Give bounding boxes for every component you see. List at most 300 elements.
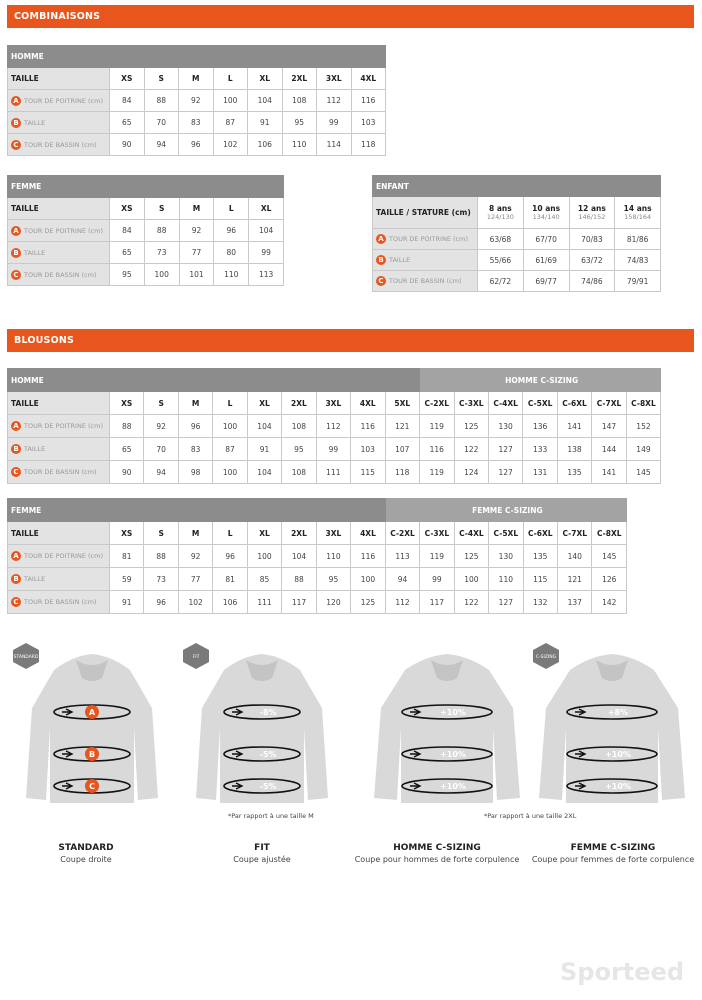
blouson-femme-table xyxy=(7,498,627,614)
table-cell: 144 xyxy=(592,438,626,461)
table-cell: 149 xyxy=(626,438,661,461)
measure-badge-icon: A xyxy=(376,234,386,244)
table-cell: 95 xyxy=(282,438,316,461)
size-label: TAILLE / STATURE (cm) xyxy=(373,197,478,229)
size-header: C-2XL xyxy=(420,392,454,415)
fit-tag-label: STANDARD xyxy=(13,655,39,660)
size-age: 14 ans xyxy=(623,204,652,213)
size-age: 12 ans xyxy=(577,204,606,213)
fit-tag-icon xyxy=(182,642,210,670)
table-cell: 141 xyxy=(557,415,591,438)
size-header xyxy=(478,197,524,229)
table-cell: 77 xyxy=(178,568,212,591)
measure-badge-icon: B xyxy=(11,248,21,258)
size-header: C-3XL xyxy=(454,392,488,415)
table-cell: 108 xyxy=(282,461,316,484)
size-stature: 158/164 xyxy=(624,213,652,221)
table-cell: 104 xyxy=(248,90,283,112)
table-cell: 101 xyxy=(179,264,214,286)
size-header xyxy=(615,197,661,229)
size-header: XS xyxy=(110,392,144,415)
table-cell: 145 xyxy=(592,545,627,568)
row-label-taille xyxy=(8,438,110,461)
table-cell: 90 xyxy=(110,461,144,484)
table-cell: 117 xyxy=(420,591,454,614)
table-cell: 83 xyxy=(178,438,212,461)
row-label-text: TOUR DE POITRINE (cm) xyxy=(24,552,103,560)
table-cell: 103 xyxy=(351,438,385,461)
row-label-text: TOUR DE POITRINE (cm) xyxy=(389,235,468,243)
row-label-poitrine xyxy=(8,220,110,242)
table-cell: 91 xyxy=(247,438,281,461)
size-label: TAILLE xyxy=(8,522,110,545)
row-label-poitrine xyxy=(8,545,110,568)
table-cell: 117 xyxy=(282,591,316,614)
table-cell: 62/72 xyxy=(478,271,524,292)
row-label-bassin xyxy=(8,264,110,286)
row-label-poitrine xyxy=(8,415,110,438)
table-cell: 74/83 xyxy=(615,250,661,271)
table-cell: 118 xyxy=(351,134,386,156)
table-cell: 137 xyxy=(558,591,592,614)
table-cell: 96 xyxy=(214,220,249,242)
measure-badge-icon: A xyxy=(11,421,21,431)
fit-tag-icon xyxy=(12,642,40,670)
jacket-figure xyxy=(365,648,530,808)
fit-subtitle: Coupe pour hommes de forte corpulence xyxy=(354,855,520,864)
table-cell: 70/83 xyxy=(569,229,615,250)
table-cell: 122 xyxy=(454,591,488,614)
table-cell: 100 xyxy=(213,90,248,112)
measure-badge-icon: C xyxy=(11,467,21,477)
size-header xyxy=(523,197,569,229)
fit-title: STANDARD xyxy=(58,843,114,853)
row-label-text: TAILLE xyxy=(24,248,46,257)
table-cell: 63/72 xyxy=(569,250,615,271)
table-cell: 118 xyxy=(385,461,420,484)
table-cell: 121 xyxy=(558,568,592,591)
table-cell: 135 xyxy=(523,545,557,568)
measure-badge-icon: C xyxy=(11,140,21,150)
table-cell: 92 xyxy=(179,90,214,112)
table-cell: 113 xyxy=(385,545,419,568)
table-cell: 122 xyxy=(454,438,488,461)
measure-percent: +10% xyxy=(440,782,466,791)
table-cell: 100 xyxy=(213,461,247,484)
size-label: TAILLE xyxy=(8,68,110,90)
table-cell: 125 xyxy=(454,415,488,438)
fit-caption-homme-csizing xyxy=(352,843,522,864)
table-cell: 91 xyxy=(110,591,144,614)
table-cell: 59 xyxy=(110,568,144,591)
row-label-text: TOUR DE BASSIN (cm) xyxy=(24,270,97,279)
table-cell: 108 xyxy=(282,415,316,438)
fit-title: FIT xyxy=(254,843,270,853)
section-header-blousons: BLOUSONS xyxy=(7,329,694,352)
size-header: M xyxy=(178,392,212,415)
table-cell: 113 xyxy=(249,264,284,286)
row-label-bassin xyxy=(8,134,110,156)
fit-subtitle: Coupe pour femmes de forte corpulence xyxy=(531,855,695,864)
table-cell: 81 xyxy=(213,568,247,591)
table-cell: 107 xyxy=(385,438,420,461)
fit-caption-standard xyxy=(12,843,160,864)
section-header-combinaisons: COMBINAISONS xyxy=(7,5,694,28)
measure-badge-icon: C xyxy=(11,270,21,280)
table-cell: 116 xyxy=(351,415,385,438)
table-cell: 67/70 xyxy=(523,229,569,250)
row-label-bassin xyxy=(8,461,110,484)
measure-badge-icon: B xyxy=(11,444,21,454)
jacket-figure xyxy=(10,648,175,808)
table-cell: 74/86 xyxy=(569,271,615,292)
table-cell: 112 xyxy=(385,591,419,614)
table-cell: 96 xyxy=(178,415,212,438)
table-cell: 127 xyxy=(488,438,522,461)
table-cell: 81/86 xyxy=(615,229,661,250)
fit-title: FEMME C-SIZING xyxy=(570,843,656,853)
table-cell: 96 xyxy=(179,134,214,156)
table-cell: 121 xyxy=(385,415,420,438)
size-header: 2XL xyxy=(282,392,316,415)
table-cell: 65 xyxy=(110,438,144,461)
size-header: S xyxy=(144,522,178,545)
size-header: C-4XL xyxy=(454,522,488,545)
size-header: S xyxy=(144,392,178,415)
table-cell: 85 xyxy=(247,568,281,591)
table-cell: 63/68 xyxy=(478,229,524,250)
table-cell: 104 xyxy=(247,415,281,438)
size-header: 3XL xyxy=(317,68,352,90)
table-cell: 73 xyxy=(144,568,178,591)
table-title: FEMME xyxy=(8,176,284,198)
table-cell: 102 xyxy=(178,591,212,614)
combi-enfant-table xyxy=(372,175,661,292)
table-cell: 84 xyxy=(110,90,145,112)
table-cell: 116 xyxy=(420,438,454,461)
size-header: C-7XL xyxy=(558,522,592,545)
table-cell: 92 xyxy=(179,220,214,242)
size-header: XL xyxy=(247,522,281,545)
fit-subtitle: Coupe ajustée xyxy=(233,855,291,864)
table-cell: 142 xyxy=(592,591,627,614)
table-cell: 100 xyxy=(247,545,281,568)
row-label-text: TOUR DE POITRINE (cm) xyxy=(24,96,103,105)
table-cell: 132 xyxy=(523,591,557,614)
row-label-text: TOUR DE BASSIN (cm) xyxy=(24,598,97,606)
table-subtitle: HOMME C-SIZING xyxy=(420,369,661,392)
size-header: XL xyxy=(248,68,283,90)
table-cell: 100 xyxy=(351,568,386,591)
row-label-text: TAILLE xyxy=(389,256,411,264)
size-stature: 146/152 xyxy=(578,213,606,221)
table-cell: 120 xyxy=(316,591,350,614)
table-cell: 136 xyxy=(523,415,557,438)
row-label-text: TOUR DE BASSIN (cm) xyxy=(24,140,97,149)
measure-badge-icon: B xyxy=(11,574,21,584)
size-header: XS xyxy=(110,68,145,90)
fit-caption-fit xyxy=(188,843,336,864)
table-cell: 119 xyxy=(420,545,454,568)
measure-badge-icon: A xyxy=(11,226,21,236)
row-label-text: TOUR DE POITRINE (cm) xyxy=(24,226,103,235)
fit-subtitle: Coupe droite xyxy=(60,855,112,864)
table-cell: 92 xyxy=(178,545,212,568)
measure-letter: B xyxy=(88,750,96,759)
table-cell: 95 xyxy=(316,568,350,591)
size-header: C-4XL xyxy=(488,392,522,415)
row-label-text: TAILLE xyxy=(24,445,46,453)
csizing-note: *Par rapport à une taille 2XL xyxy=(484,812,577,820)
row-label-poitrine xyxy=(8,90,110,112)
table-cell: 106 xyxy=(248,134,283,156)
table-cell: 116 xyxy=(351,90,386,112)
table-cell: 84 xyxy=(110,220,145,242)
table-cell: 95 xyxy=(110,264,145,286)
measure-percent: +10% xyxy=(440,750,466,759)
table-title: FEMME xyxy=(8,499,386,522)
table-cell: 138 xyxy=(557,438,591,461)
size-header: M xyxy=(178,522,212,545)
size-header: L xyxy=(213,522,247,545)
table-cell: 91 xyxy=(248,112,283,134)
table-title: HOMME xyxy=(8,369,420,392)
table-cell: 100 xyxy=(454,568,488,591)
table-cell: 110 xyxy=(282,134,317,156)
table-cell: 99 xyxy=(249,242,284,264)
measure-badge-icon: B xyxy=(11,118,21,128)
table-cell: 141 xyxy=(592,461,626,484)
table-cell: 88 xyxy=(282,568,316,591)
table-cell: 81 xyxy=(110,545,144,568)
table-title: HOMME xyxy=(8,46,386,68)
size-header xyxy=(569,197,615,229)
size-header: 2XL xyxy=(282,522,316,545)
table-cell: 98 xyxy=(178,461,212,484)
table-cell: 90 xyxy=(110,134,145,156)
measure-letter: C xyxy=(89,782,95,791)
row-label-text: TOUR DE POITRINE (cm) xyxy=(24,422,103,430)
row-label-taille xyxy=(8,242,110,264)
table-cell: 104 xyxy=(282,545,316,568)
table-cell: 133 xyxy=(523,438,557,461)
size-header: C-5XL xyxy=(489,522,523,545)
table-cell: 110 xyxy=(316,545,350,568)
table-cell: 94 xyxy=(385,568,419,591)
size-stature: 124/130 xyxy=(486,213,514,221)
table-cell: 83 xyxy=(179,112,214,134)
table-cell: 79/91 xyxy=(615,271,661,292)
table-cell: 130 xyxy=(488,415,522,438)
combi-homme-table xyxy=(7,45,386,156)
size-header: M xyxy=(179,198,214,220)
fit-tag-label: FIT xyxy=(192,655,200,660)
table-cell: 115 xyxy=(523,568,557,591)
measure-percent: -8% xyxy=(259,708,277,717)
measure-badge-icon: A xyxy=(11,96,21,106)
table-cell: 112 xyxy=(316,415,350,438)
size-header: 5XL xyxy=(385,392,420,415)
table-cell: 100 xyxy=(144,264,179,286)
table-cell: 110 xyxy=(214,264,249,286)
table-cell: 140 xyxy=(558,545,592,568)
measure-percent: +10% xyxy=(440,708,466,717)
table-cell: 96 xyxy=(213,545,247,568)
size-header: S xyxy=(144,198,179,220)
jacket-figure xyxy=(180,648,345,808)
size-label: TAILLE xyxy=(8,198,110,220)
table-cell: 94 xyxy=(144,134,179,156)
row-label-text: TOUR DE BASSIN (cm) xyxy=(24,468,97,476)
table-cell: 88 xyxy=(144,220,179,242)
table-cell: 119 xyxy=(420,461,454,484)
size-header: C-8XL xyxy=(626,392,661,415)
table-cell: 92 xyxy=(144,415,178,438)
size-header: C-6XL xyxy=(557,392,591,415)
table-cell: 61/69 xyxy=(523,250,569,271)
table-cell: 135 xyxy=(557,461,591,484)
table-cell: 110 xyxy=(489,568,523,591)
table-cell: 127 xyxy=(489,591,523,614)
table-title: ENFANT xyxy=(373,176,661,197)
size-header: C-7XL xyxy=(592,392,626,415)
table-cell: 65 xyxy=(110,112,145,134)
size-header: C-2XL xyxy=(385,522,419,545)
table-cell: 125 xyxy=(351,591,386,614)
table-cell: 95 xyxy=(282,112,317,134)
table-cell: 119 xyxy=(420,415,454,438)
table-cell: 77 xyxy=(179,242,214,264)
table-cell: 103 xyxy=(351,112,386,134)
size-header: XS xyxy=(110,198,145,220)
table-cell: 115 xyxy=(351,461,385,484)
table-cell: 145 xyxy=(626,461,661,484)
row-label-text: TAILLE xyxy=(24,575,46,583)
table-cell: 88 xyxy=(110,415,144,438)
row-label-bassin xyxy=(8,591,110,614)
size-header: L xyxy=(213,68,248,90)
measure-percent: +10% xyxy=(605,750,631,759)
table-cell: 80 xyxy=(214,242,249,264)
combi-femme-table xyxy=(7,175,284,286)
size-header: 3XL xyxy=(316,522,350,545)
measure-percent: -5% xyxy=(259,782,277,791)
measure-badge-icon: B xyxy=(376,255,386,265)
table-cell: 99 xyxy=(317,112,352,134)
sporteed-watermark-logo: Sporteed xyxy=(560,958,684,986)
jacket-figure xyxy=(530,648,695,808)
measure-badge-icon: C xyxy=(376,276,386,286)
row-label-taille xyxy=(8,112,110,134)
size-header: S xyxy=(144,68,179,90)
fit-caption-femme-csizing xyxy=(530,843,696,864)
size-stature: 134/140 xyxy=(532,213,560,221)
size-header: C-8XL xyxy=(592,522,627,545)
size-header: XL xyxy=(249,198,284,220)
size-header: C-5XL xyxy=(523,392,557,415)
row-label-taille xyxy=(8,568,110,591)
table-cell: 112 xyxy=(317,90,352,112)
size-header: XS xyxy=(110,522,144,545)
table-cell: 131 xyxy=(523,461,557,484)
size-label: TAILLE xyxy=(8,392,110,415)
table-cell: 94 xyxy=(144,461,178,484)
table-cell: 87 xyxy=(213,438,247,461)
table-cell: 111 xyxy=(316,461,350,484)
measure-percent: +8% xyxy=(607,708,629,717)
table-cell: 104 xyxy=(249,220,284,242)
table-cell: 73 xyxy=(144,242,179,264)
table-cell: 70 xyxy=(144,438,178,461)
table-cell: 87 xyxy=(213,112,248,134)
table-cell: 88 xyxy=(144,545,178,568)
row-label-bassin xyxy=(373,271,478,292)
size-age: 8 ans xyxy=(489,204,512,213)
table-cell: 65 xyxy=(110,242,145,264)
table-cell: 111 xyxy=(247,591,281,614)
size-header: M xyxy=(179,68,214,90)
table-cell: 125 xyxy=(454,545,488,568)
table-cell: 96 xyxy=(144,591,178,614)
table-cell: 114 xyxy=(317,134,352,156)
table-cell: 69/77 xyxy=(523,271,569,292)
measure-letter: A xyxy=(88,708,96,717)
table-cell: 152 xyxy=(626,415,661,438)
size-header: 4XL xyxy=(351,392,385,415)
table-cell: 55/66 xyxy=(478,250,524,271)
size-header: L xyxy=(213,392,247,415)
size-header: 3XL xyxy=(316,392,350,415)
table-cell: 102 xyxy=(213,134,248,156)
size-header: 4XL xyxy=(351,68,386,90)
table-cell: 70 xyxy=(144,112,179,134)
measure-percent: +10% xyxy=(605,782,631,791)
row-label-poitrine xyxy=(373,229,478,250)
table-cell: 99 xyxy=(316,438,350,461)
size-header: L xyxy=(214,198,249,220)
table-cell: 108 xyxy=(282,90,317,112)
fit-note: *Par rapport à une taille M xyxy=(228,812,314,820)
size-header: 2XL xyxy=(282,68,317,90)
table-cell: 147 xyxy=(592,415,626,438)
row-label-text: TOUR DE BASSIN (cm) xyxy=(389,277,462,285)
row-label-taille xyxy=(373,250,478,271)
table-cell: 99 xyxy=(420,568,454,591)
table-cell: 100 xyxy=(213,415,247,438)
size-header: 4XL xyxy=(351,522,386,545)
fit-title: HOMME C-SIZING xyxy=(393,843,481,853)
size-age: 10 ans xyxy=(532,204,561,213)
table-cell: 127 xyxy=(488,461,522,484)
table-cell: 104 xyxy=(247,461,281,484)
measure-badge-icon: A xyxy=(11,551,21,561)
blouson-homme-table xyxy=(7,368,661,484)
table-cell: 126 xyxy=(592,568,627,591)
size-header: XL xyxy=(247,392,281,415)
measure-badge-icon: C xyxy=(11,597,21,607)
measure-percent: -5% xyxy=(259,750,277,759)
size-header: C-3XL xyxy=(420,522,454,545)
table-cell: 88 xyxy=(144,90,179,112)
row-label-text: TAILLE xyxy=(24,118,46,127)
table-subtitle: FEMME C-SIZING xyxy=(385,499,626,522)
fit-tag-icon xyxy=(532,642,560,670)
table-cell: 124 xyxy=(454,461,488,484)
table-cell: 130 xyxy=(489,545,523,568)
table-cell: 116 xyxy=(351,545,386,568)
size-header: C-6XL xyxy=(523,522,557,545)
table-cell: 106 xyxy=(213,591,247,614)
